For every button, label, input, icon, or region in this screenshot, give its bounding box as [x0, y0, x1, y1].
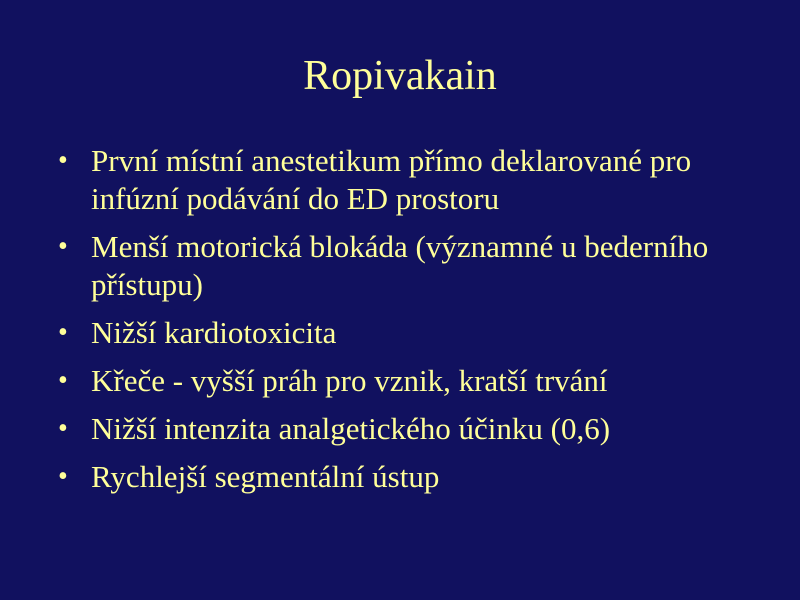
bullet-item: [55, 410, 755, 448]
bullet-text: Křeče - vyšší práh pro vznik, kratší trvání: [91, 363, 608, 398]
bullet-item: [55, 142, 755, 218]
bullet-dot-icon: •: [58, 317, 68, 348]
bullet-dot-icon: •: [58, 231, 68, 262]
bullet-text: Menší motorická blokáda (významné u bederního přístupu): [91, 229, 709, 302]
bullet-item: [55, 458, 755, 496]
bullet-dot-icon: •: [58, 145, 68, 176]
bullet-text: Nižší intenzita analgetického účinku (0,6): [91, 411, 611, 446]
bullet-text: Nižší kardiotoxicita: [91, 315, 337, 350]
bullet-dot-icon: •: [58, 413, 68, 444]
bullet-dot-icon: •: [58, 365, 68, 396]
bullet-list: [55, 142, 755, 506]
bullet-item: [55, 362, 755, 400]
bullet-text: První místní anestetikum přímo deklarované pro infúzní podávání do ED prostoru: [91, 143, 692, 216]
bullet-item: [55, 228, 755, 304]
slide-title: Ropivakain: [303, 53, 497, 99]
bullet-item: [55, 314, 755, 352]
bullet-text: Rychlejší segmentální ústup: [91, 459, 440, 494]
bullet-dot-icon: •: [58, 461, 68, 492]
